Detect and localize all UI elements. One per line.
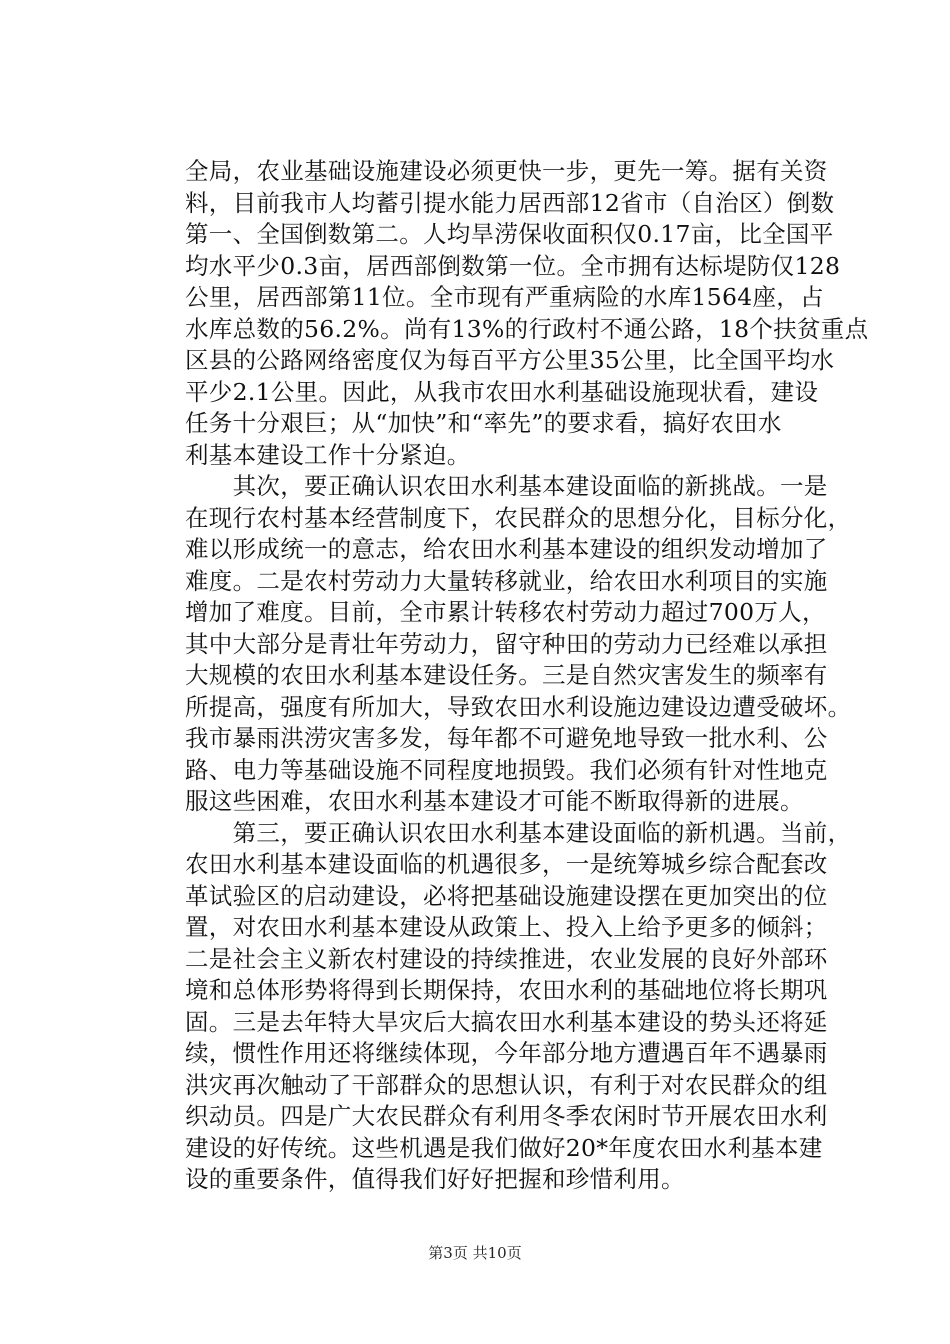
text-line: 平少2.1公里。因此，从我市农田水利基础设施现状看，建设 bbox=[185, 377, 819, 406]
text-line: 路、电力等基础设施不同程度地损毁。我们必须有针对性地克 bbox=[185, 755, 828, 784]
text-line: 利基本建设工作十分紧迫。 bbox=[185, 440, 471, 469]
text-line: 其中大部分是青壮年劳动力，留守种田的劳动力已经难以承担 bbox=[185, 629, 828, 658]
page-number-footer: 第3页 共10页 bbox=[428, 1244, 522, 1262]
text-line: 设的重要条件，值得我们好好把握和珍惜利用。 bbox=[185, 1165, 685, 1193]
text-line: 境和总体形势将得到长期保持，农田水利的基础地位将长期巩 bbox=[185, 976, 828, 1004]
text-line: 织动员。四是广大农民群众有利用冬季农闲时节开展农田水利 bbox=[185, 1102, 828, 1130]
paragraph-start-line: 其次，要正确认识农田水利基本建设面临的新挑战。一是 bbox=[185, 472, 828, 500]
text-line: 料，目前我市人均蓄引提水能力居西部12省市（自治区）倒数 bbox=[185, 188, 835, 217]
text-line: 置，对农田水利基本建设从政策上、投入上给予更多的倾斜； bbox=[185, 913, 828, 941]
text-line: 我市暴雨洪涝灾害多发，每年都不可避免地导致一批水利、公 bbox=[185, 724, 828, 752]
text-line: 公里，居西部第11位。全市现有严重病险的水库1564座，占 bbox=[185, 283, 824, 311]
text-line: 革试验区的启动建设，必将把基础设施建设摆在更加突出的位 bbox=[185, 881, 828, 910]
text-line: 续，惯性作用还将继续体现，今年部分地方遭遇百年不遇暴雨 bbox=[185, 1039, 828, 1067]
text-line: 任务十分艰巨；从“加快”和“率先”的要求看，搞好农田水 bbox=[185, 409, 782, 437]
text-line: 均水平少0.3亩，居西部倒数第一位。全市拥有达标堤防仅128 bbox=[185, 251, 841, 280]
text-line: 增加了难度。目前，全市累计转移农村劳动力超过700万人， bbox=[185, 598, 826, 626]
text-line: 第一、全国倒数第二。人均旱涝保收面积仅0.17亩，比全国平 bbox=[185, 220, 834, 248]
document-body bbox=[185, 156, 869, 1196]
text-line: 洪灾再次触动了干部群众的思想认识，有利于对农民群众的组 bbox=[185, 1070, 828, 1099]
text-line: 服这些困难，农田水利基本建设才可能不断取得新的进展。 bbox=[185, 787, 804, 815]
text-line: 大规模的农田水利基本建设任务。三是自然灾害发生的频率有 bbox=[185, 661, 828, 689]
text-line: 在现行农村基本经营制度下，农民群众的思想分化，目标分化， bbox=[185, 503, 852, 532]
text-line: 固。三是去年特大旱灾后大搞农田水利基本建设的势头还将延 bbox=[185, 1007, 828, 1036]
text-line: 建设的好传统。这些机遇是我们做好20*年度农田水利基本建 bbox=[185, 1133, 823, 1162]
text-line: 区县的公路网络密度仅为每百平方公里35公里，比全国平均水 bbox=[185, 346, 835, 374]
paragraph-start-line: 第三，要正确认识农田水利基本建设面临的新机遇。当前， bbox=[185, 818, 852, 847]
text-line: 难度。二是农村劳动力大量转移就业，给农田水利项目的实施 bbox=[185, 566, 828, 595]
text-line: 全局，农业基础设施建设必须更快一步，更先一筹。据有关资 bbox=[185, 157, 828, 185]
text-line: 二是社会主义新农村建设的持续推进，农业发展的良好外部环 bbox=[185, 944, 828, 973]
text-line: 水库总数的56.2%。尚有13%的行政村不通公路，18个扶贫重点 bbox=[185, 314, 869, 343]
text-line: 农田水利基本建设面临的机遇很多，一是统筹城乡综合配套改 bbox=[185, 850, 828, 878]
text-line: 难以形成统一的意志，给农田水利基本建设的组织发动增加了 bbox=[185, 535, 828, 563]
text-line: 所提高，强度有所加大，导致农田水利设施边建设边遭受破坏。 bbox=[185, 692, 852, 721]
